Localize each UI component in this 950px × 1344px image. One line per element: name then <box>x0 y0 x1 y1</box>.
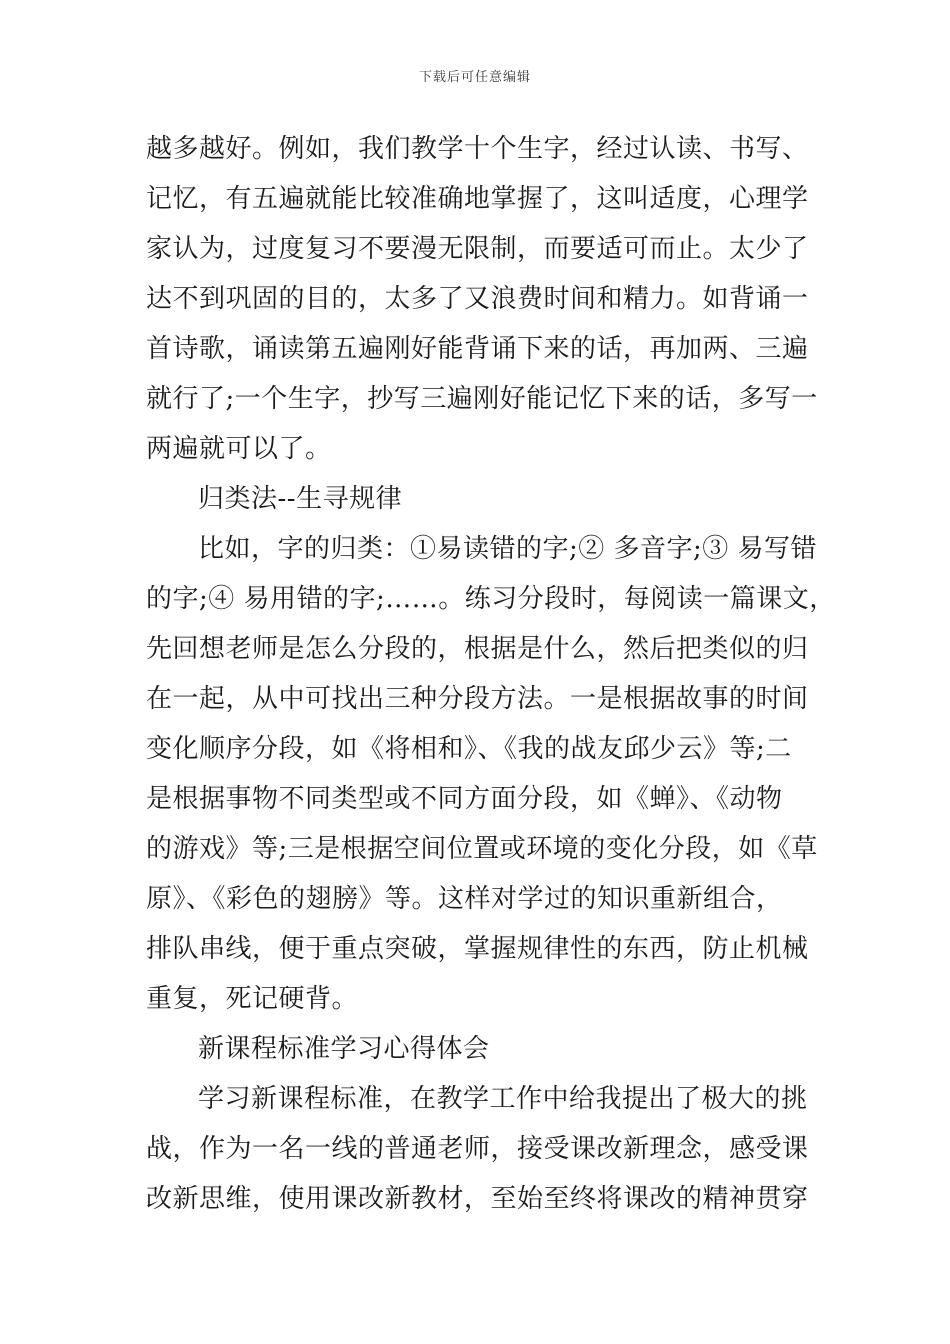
text-line: 重复，死记硬背。 <box>146 984 359 1014</box>
text-line: 就行了;一个生字，抄写三遍刚好能记忆下来的话，多写一 <box>146 384 818 414</box>
section-heading: 新课程标准学习心得体会 <box>198 1034 490 1064</box>
text-line: 在一起，从中可找出三种分段方法。一是根据故事的时间 <box>146 684 809 714</box>
text-line: 越多越好。例如，我们教学十个生字，经过认读、书写、 <box>146 134 809 164</box>
text-line: 记忆，有五遍就能比较准确地掌握了，这叫适度，心理学 <box>146 184 809 214</box>
text-line: 先回想老师是怎么分段的，根据是什么，然后把类似的归 <box>146 634 809 664</box>
text-line: 首诗歌，诵读第五遍刚好能背诵下来的话，再加两、三遍 <box>146 334 809 364</box>
document-body <box>146 124 836 1224</box>
section-heading: 归类法--生寻规律 <box>198 484 403 514</box>
text-line: 学习新课程标准，在教学工作中给我提出了极大的挑 <box>198 1084 808 1114</box>
text-line: 战，作为一名一线的普通老师，接受课改新理念，感受课 <box>146 1134 809 1164</box>
header-note: 下载后可任意编辑 <box>418 70 531 85</box>
text-line: 原》、《彩色的翅膀》等。这样对学过的知识重新组合， <box>146 884 783 914</box>
text-line: 的游戏》等;三是根据空间位置或环境的变化分段，如《草 <box>146 834 818 864</box>
text-line: 改新思维，使用课改新教材，至始至终将课改的精神贯穿 <box>146 1184 809 1214</box>
text-line: 变化顺序分段，如《将相和》、《我的战友邱少云》等;二 <box>146 734 792 764</box>
text-line: 两遍就可以了。 <box>146 434 332 464</box>
text-line: 是根据事物不同类型或不同方面分段，如《蝉》、《动物 <box>146 784 783 814</box>
text-line: 排队串线，便于重点突破，掌握规律性的东西，防止机械 <box>146 934 809 964</box>
text-line: 比如，字的归类：①易读错的字;② 多音字;③ 易写错 <box>198 534 818 564</box>
text-line: 家认为，过度复习不要漫无限制，而要适可而止。太少了 <box>146 234 809 264</box>
text-line: 达不到巩固的目的，太多了又浪费时间和精力。如背诵一 <box>146 284 809 314</box>
text-line: 的字;④ 易用错的字;……。练习分段时，每阅读一篇课文， <box>146 584 836 614</box>
